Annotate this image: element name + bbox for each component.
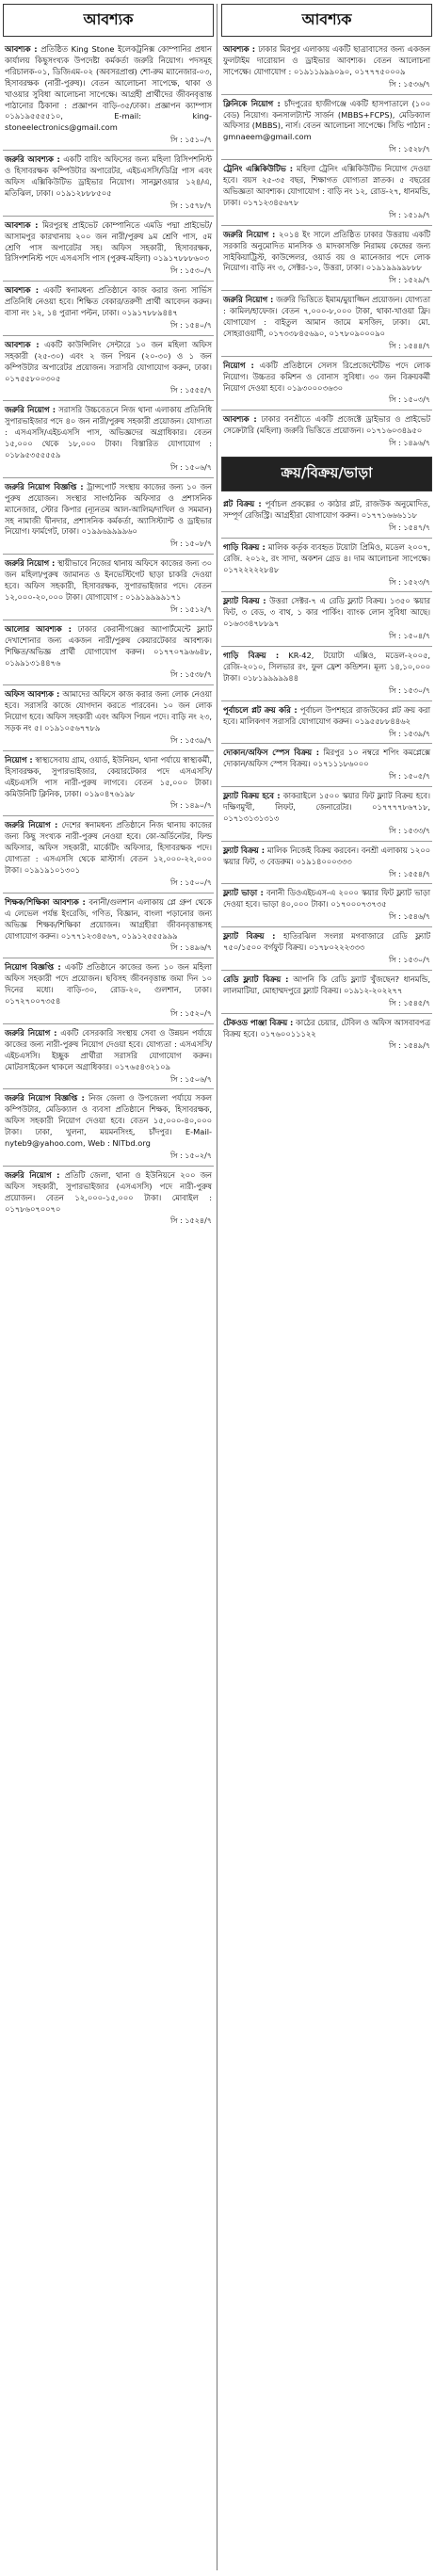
ad-reference: সি : ১৫০০/৭ <box>169 877 212 887</box>
ad-body: স্বাস্থ্যসেবায় গ্রাম, ওয়ার্ড, ইউনিয়ন, থানা পর্যায়ে স্বাস্থ্যকর্মী, হিসাবরক্ষক, সুপারভাইজার, কেয়ারটেকার পদে এসএসসি/এইচএসসি পাস নারী-পুরুষ লাগবে। বেতন ১৫,০০০ টাকা। কমিউনিটি ক্লিনিক, ঢাকা। ০১৯০৪৭৬১৯৮ <box>5 754 212 798</box>
ad-body: বনানী ডিওএইচএস-এ ২০০০ স্কয়ার ফিট ফ্ল্যাট ভাড়া দেওয়া হবে। ভাড়া ৪০,০০০ টাকা। ০১৭০০০৭৩৭৩৫ <box>223 888 431 910</box>
ad-heading: ফ্ল্যাট বিক্রয় : <box>223 845 266 855</box>
ad-heading: ফ্ল্যাট বিক্রয় হবে : <box>223 791 281 801</box>
ad-heading: ট্রেনিং এক্সিকিউটিভ : <box>223 164 294 174</box>
ad-reference: সি : ১৫৪৬/৭ <box>388 912 430 922</box>
ad-heading: পূর্বাচলে প্লট ক্রয় করি : <box>223 704 298 715</box>
ad-body: একটি স্বনামধন্য প্রতিষ্ঠানে কাজ করার জন্য সার্ভিস প্রতিনিধি নেওয়া হবে। শিক্ষিত বেকার/তরুণী প্রার্থী আবেদন করুন। বাসা নং ১২, ১৪ পুরানা পল্টন, ঢাকা। ০১৯১৭৮৮৯৪৪৭ <box>5 285 213 318</box>
ad-heading: অফিস আবশ্যক : <box>5 689 60 700</box>
classified-ad <box>3 750 214 816</box>
classified-ad <box>221 926 432 970</box>
ad-body: ঢাকার বনশ্রীতে একটি প্রজেক্টে ড্রাইভার ও প্রাইভেট সেক্রেটারি (মহিলা) জরুরি ভিত্তিতে প্রয়োজন। ০১৭১৬০৩৪৯৫০ <box>223 414 431 436</box>
ad-body: একটি কাউন্সিলিং সেন্টারে ১০ জন মহিলা অফিস সহকারী (২৫-৩০) এবং ২ জন পিয়ন (২০-৩০) ও ১ জন কম্পিউটার অপারেটর প্রয়োজন। সরাসরি যোগাযোগ করুন, ঢাকা। ০১৭৫৫৮০০৩০৫ <box>5 339 213 383</box>
left-column <box>3 4 214 2570</box>
classified-ad <box>3 477 214 554</box>
section-header-wanted-right: আবশ্যক <box>221 4 432 37</box>
ad-heading: ফ্ল্যাট বিক্রয় : <box>223 931 276 942</box>
ad-reference: সি : ১৫০৫/৭ <box>388 772 430 781</box>
ad-reference: সি : ১৫০৪/৭ <box>388 632 430 641</box>
classified-ad <box>3 893 214 958</box>
classified-ad <box>221 495 432 538</box>
ad-body: সরাসরি উচ্চবেতনে নিজ থানা এলাকায় প্রতিনিধি সুপারভাইজার পদে ৪০ জন নারী/পুরুষ সহকারী প্রয়োজন। যোগ্যতা : এসএসসি/এইচএসসি পাস, অভিজ্ঞদের অগ্রাধিকার। বেতন ১৫,০০০ থেকে ১৮,০০০ টাকা। বিস্তারিত যোগাযোগ : ০১৮৯৫৩৫৫৫৫৯ <box>5 405 213 459</box>
ad-body: আপনি কি রেডি ফ্ল্যাট খুঁজছেন? ধানমন্ডি, লালমাটিয়া, মোহাম্মদপুরে ফ্ল্যাট বিক্রয়। ০১৯১২-২০২২৭৭ <box>223 974 431 995</box>
ad-body: ঢাকার মিরপুর এলাকায় একটি ছাত্রাবাসের জন্য একজন ফুলটাইম দারোয়ান ও ড্রাইভার আবশ্যক। বেতন আলোচনা সাপেক্ষে। যোগাযোগ : ০১৯১১৯৯৯০৯০, ০১৭৭৭৫০০০৯ <box>223 44 431 76</box>
ad-body: পূর্বাচল উপশহরে রাজউকের প্লট ক্রয় করা হবে। মালিকগণ সরাসরি যোগাযোগ করুন। ০১৯৫৫৮৮৪৪৬২ <box>223 704 430 726</box>
ad-reference: সি : ১৫৪৫/৭ <box>388 998 430 1007</box>
ad-body: আমাদের অফিসে কাজ করার জন্য লোক নেওয়া হবে। সরাসরি কাজে যোগদান করতে পারবেন। ১০ জন লোক নিয়োগ হবে। অফিস সহকারী এবং অফিস পিয়ন পদে। বাড়ি নং ২৩, সড়ক নং ৫। ০১৯১০৫৬৭৭৮৯ <box>5 689 212 733</box>
classified-ad <box>221 40 432 94</box>
classified-ad <box>221 159 432 225</box>
ad-heading: নিয়োগ : <box>223 360 254 370</box>
ad-heading: জরুরি নিয়োগ : <box>223 295 274 305</box>
ad-reference: সি : ১৫১০/৭ <box>169 136 212 145</box>
classified-ad <box>221 225 432 291</box>
ad-body: কাঠের চেয়ার, টেবিল ও অফিস আসবাবপত্র বিক্রয় হবে। ০১৭৬০০১১১২২ <box>223 1017 430 1038</box>
ad-reference: সি : ১৫৩০/৭ <box>169 266 212 276</box>
ad-reference: সি : ১৫২৩/৭ <box>388 577 430 587</box>
classified-ad <box>3 1023 214 1089</box>
ad-body: জরুরি ভিত্তিতে ইমাম/মুয়াজ্জিন প্রয়োজন। যোগ্যতা : কামিল/হাফেজ। বেতন ৭,০০০-৮,০০০ টাকা, থাকা-খাওয়া ফ্রি। যোগাযোগ : বাইতুল আমান জামে মসজিদ, ঢাকা। মো. সোহরাওয়ার্দী, ০১৭৩৩৮৪৫৬৯০, ০১৭৮০৯০০০৯০ <box>223 295 431 338</box>
ad-heading: জরুরি নিয়োগ : <box>5 405 56 415</box>
ad-heading: ফ্ল্যাট ভাড়া : <box>223 888 264 898</box>
ad-reference: সি : ১৫০৬/৭ <box>169 462 212 472</box>
ad-reference: সি : ১৫০২/৭ <box>169 1151 212 1160</box>
ad-heading: আবশ্যক : <box>5 219 39 230</box>
ad-heading: প্লট বিক্রয় : <box>223 499 262 509</box>
ad-heading: আবশ্যক : <box>5 44 38 54</box>
classified-ad <box>221 646 432 700</box>
classified-ad <box>3 40 214 150</box>
classified-ad <box>221 1013 432 1056</box>
ad-heading: ক্লিনিকে নিয়োগ : <box>223 98 281 108</box>
ad-heading: জরুরি নিয়োগ : <box>5 558 56 569</box>
ad-reference: সি : ১৫৩৮/৭ <box>169 670 212 680</box>
ad-body: মহিলা ট্রেনিং এক্সিকিউটিভ নিয়োগ দেওয়া হবে। বয়স ২৫-৩৫ বছর, শিক্ষাগত যোগ্যতা স্নাতক। ৫ বছরের অভিজ্ঞতা আবশ্যক। যোগাযোগ : বাড়ি নং ১২, রোড-২৭, ধানমন্ডি, ঢাকা। ০১৭১২৩৪৫৬৭৮ <box>223 164 431 207</box>
ad-body: একটি বায়িং অফিসের জন্য মহিলা রিসিপশনিস্ট ও হিসাবরক্ষক কম্পিউটার অপারেটর, এইচএসসি/ডিগ্রি পাস এবং অফিস এক্সিকিউটিভ ড্রাইভার নিয়োগ। সানফ্লাওয়ার ১২৪/এ, মতিঝিল, ঢাকা। ০১৯১২৮৮৮৫০৫ <box>5 154 213 198</box>
classified-ad <box>3 620 214 685</box>
classified-ad <box>3 1166 214 1232</box>
ad-heading: নিয়োগ : <box>5 754 33 765</box>
ad-reference: সি : ১৪৯৬/৭ <box>169 943 212 953</box>
ad-body: ঢাকার কেরানীগঞ্জের অ্যাপার্টমেন্টে ফ্ল্যাট দেখাশোনার জন্য একজন নারী/পুরুষ কেয়ারটেকার আবশ্যক। শিক্ষিত/অভিজ্ঞ প্রার্থী যোগাযোগ করুন। ০১৭৭০৭৯৬৬৪৮, ০১৯৯১৩১৪৪৭৬ <box>5 623 212 668</box>
ad-body: স্থায়ীভাবে নিজের থানায় অফিসে কাজের জন্য ৩০ জন মহিলা/পুরুষ জামানত ও ইনভেস্টিগেট ছাড়া চাকরি দেওয়া হবে। অফিস সহকারী, হিসাবরক্ষক, সুপারভাইজার পদে। বেতন ১২,০০০-২০,০০০ টাকা। যোগাযোগ : ০১৯১৯৯৯৯১৭১ <box>5 558 213 602</box>
classified-ad <box>221 538 432 592</box>
ad-heading: আবশ্যক : <box>223 414 257 425</box>
ad-reference: সি : ১৫৩৯/৭ <box>388 729 430 738</box>
ad-body: মিরপুরস্থ প্রাইভেট কোম্পানিতে এমডি পদ্মা প্রাইভেট/আসামপুর কারখানায় ২০০ জন নারী/পুরুষ ৯ম শ্রেণি পাস, ৫ম শ্রেণি পাস অপারেটর সহ। অফিস সহকারী, হিসাবরক্ষক, রিসিপশনিস্ট পদে এসএসসি পাস (পুরুষ-মহিলা) ০১৯১৭৮৮৮৬০৩ <box>5 219 212 264</box>
classified-ad <box>221 290 432 356</box>
ad-body: পূর্বাচল প্রকল্পের ৩ কাঠার প্লট, রাজউক অনুমোদিত, সম্পূর্ণ রেজিস্ট্রি। আগ্রহীরা যোগাযোগ করুন। ০১৭৭১৬৬৬১১৮ <box>223 499 430 520</box>
ad-reference: সি : ১৫৫৫/৭ <box>169 386 212 395</box>
ad-heading: রেডি ফ্ল্যাট বিক্রয় : <box>223 974 289 984</box>
classified-ad <box>221 700 432 744</box>
ad-body: ২০১৪ ইং সালে প্রতিষ্ঠিত ঢাকার উত্তরায় একটি সরকারি অনুমোদিত মানসিক ও মাদকাসক্তি নিরাময় কেন্দ্রের জন্য সাইকিয়াট্রিস্ট, কাউন্সেলর, ওয়ার্ড বয় ও ম্যানেজার পদে লোক নিয়োগ। বাড়ি নং ৩, সেক্টর-১০, উত্তরা, ঢাকা। ০১৯১৯৯৯৯৮৮৮ <box>223 229 431 273</box>
ad-reference: সি : ১৫৩৩/৭ <box>388 826 430 835</box>
ad-body: KR-42, টয়োটা এক্সিও, মডেল-২০০৫, রেজি-২০১০, সিলভার রং, ফুল ফ্রেশ কন্ডিশন। মূল্য ১৪,১০,০০০ টাকা। ০১৮১৯৯৯৯৯৪৪ <box>223 651 430 683</box>
classified-ad <box>221 743 432 786</box>
ad-body: একটি বেসরকারি সংস্থায় সেবা ও উন্নয়ন পর্যায়ে কাজের জন্য নারী-পুরুষ নিয়োগ দেওয়া হবে। যোগ্যতা : এসএসসি/এইচএসসি। ইচ্ছুক প্রার্থীরা সরাসরি যোগাযোগ করুন। মোটরসাইকেল থাকলে অগ্রাধিকার। ০১৭৬৫৪৩২১০৯ <box>5 1027 213 1071</box>
ad-reference: সি : ১৫০৬/৭ <box>169 1074 212 1084</box>
classified-ad <box>3 684 214 750</box>
classified-ad <box>3 216 214 282</box>
ad-heading: নিয়োগ বিজ্ঞপ্তি : <box>5 962 61 973</box>
ad-heading: জরুরি নিয়োগ : <box>5 1027 57 1038</box>
classified-ad <box>3 150 214 216</box>
ad-body: মিরপুর ১০ নম্বরে শপিং কমপ্লেক্সে দোকান/অফিস স্পেস বিক্রয়। ০১৭১১১৮৬০০০ <box>223 748 430 769</box>
ad-body: প্রতিষ্ঠিত King Stone ইলেকট্রনিক্স কোম্পানির প্রধান কার্যালয় কিছুসংখ্যক উপদেষ্টা কর্মকর্তা জরুরি নিয়োগ। পদসমূহ পরিচালক-০১, ডিজিএম-০২ (অবসরপ্রাপ্ত) শো-রুম ম্যানেজার-০৩, হিসাবরক্ষক (নারী-পুরুষ)। বেতন আলোচনা সাপেক্ষে, থাকা ও খাওয়ার সুবিধা আলোচনা সাপেক্ষে। আগ্রহী প্রার্থীদের জীবনবৃত্তান্ত পাঠানোর ঠিকানা : প্রজ্ঞাপন বাড়ি-৩৫/ঢাকা। প্রজ্ঞাপন ক্যাম্পাস ০১৯১৯৫৫৫৫১০, E-mail: king-stoneelectronics@gmail.com <box>5 44 212 133</box>
ad-reference: সি : ১৫৩৯/৭ <box>169 735 212 745</box>
classified-ad <box>3 958 214 1023</box>
classified-ad <box>221 591 432 646</box>
ad-heading: টেকওড পাঞ্জা বিক্রয় : <box>223 1017 294 1027</box>
classified-ad <box>3 815 214 892</box>
ad-reference: সি : ১৪৯৬/৭ <box>388 439 430 448</box>
classified-ad <box>221 970 432 1013</box>
ad-body: বনানী/গুলশান এলাকায় প্লে গ্রুপ থেকে এ লেভেল পর্যন্ত ইংরেজি, গণিত, বিজ্ঞান, বাংলা পড়ানোর জন্য অভিজ্ঞ শিক্ষক/শিক্ষিকা প্রয়োজন। আগ্রহীরা জীবনবৃত্তান্তসহ যোগাযোগ করুন। ০১৭৭১২৩৪৫৬৭, ০১৯১২৫৫৫৯৯৯ <box>5 896 212 941</box>
ad-heading: জরুরি নিয়োগ : <box>5 820 58 830</box>
ad-reference: সি : ১৫১৯/৭ <box>388 210 430 219</box>
ad-reference: সি : ১৫৩০/৭ <box>388 685 430 695</box>
ad-body: হাতিরঝিল সংলগ্ন মগবাজারে রেডি ফ্ল্যাট ৭৫০/১৫০০ বর্গফুট বিক্রয়। ০১৭৮০২২২৩৩৩ <box>223 931 430 953</box>
classified-ad <box>3 335 214 401</box>
ad-body: ট্রান্সপোর্ট সংস্থায় কাজের জন্য ১০ জন পুরুষ প্রয়োজন। সংস্থার সাংগঠনিক অফিসার ও প্রশাসনিক ম্যানেজার, স্টোর কিপার (ন্যূনতম আল-আলিম/দাখিল ও সমমান) সহ নামাজী দ্বীনদার, প্রশাসনিক কর্মকর্তা, অ্যাসিস্ট্যান্ট ও ড্রাইভার নিয়োগ। ফার্মগেট, ঢাকা। ০১৯৯৬৯৯৯৯৬০ <box>5 481 212 537</box>
ad-heading: আবশ্যক : <box>223 44 256 54</box>
ad-reference: সি : ১৫৪৭/৭ <box>388 523 430 532</box>
ad-reference: সি : ১৫৩৬/৭ <box>388 79 430 89</box>
ad-reference: সি : ১৫৪৪/৭ <box>388 341 430 350</box>
ad-reference: সি : ১৫১২/৭ <box>169 604 212 614</box>
ad-body: একটি প্রতিষ্ঠানে সেলস রিপ্রেজেন্টেটিভ পদে লোক নিয়োগ। উচ্চতর কমিশন ও বোনাস সুবিধা। ৩০ জন বিক্রয়কর্মী নিয়োগ দেওয়া হবে। ০১৯৩০০০৩৬৩০ <box>223 360 430 393</box>
ad-heading: আবশ্যক : <box>5 339 40 349</box>
classified-ad <box>221 410 432 453</box>
ad-heading: গাড়ি বিক্রয় : <box>223 541 266 552</box>
ad-reference: সি : ১৫২৯/৭ <box>388 276 430 285</box>
ad-reference: সি : ১৫৪৯/৭ <box>388 1041 430 1051</box>
ad-reference: সি : ১৫০৩/৭ <box>388 395 430 405</box>
ad-heading: গাড়ি বিক্রয় : <box>223 651 280 661</box>
buy-sell-ads-list <box>221 495 432 1055</box>
ad-body: নিজ জেলা ও উপজেলা পর্যায়ে সকল কম্পিউটার, মেডিক্যাল ও ব্যবসা প্রতিষ্ঠানে শিক্ষক, হিসাবরক্ষক, অফিস সহকারী নিয়োগ দেওয়া হবে। বেতন ১৫,০০০-৪০,০০০ টাকা। ঢাকা, খুলনা, ময়মনসিংহ, চাঁদপুর। E-Mail-nyteb9@yahoo.com, Web : NITbd.org <box>5 1093 212 1149</box>
ad-heading: জরুরি নিয়োগ : <box>223 229 276 239</box>
ad-heading: আবশ্যক : <box>5 285 40 296</box>
ad-reference: সি : ১৫৫৪/৭ <box>388 869 430 878</box>
ad-reference: সি : ১৫৭৮/৭ <box>169 201 212 210</box>
classified-ad <box>221 786 432 841</box>
ad-heading: শিক্ষক/শিক্ষিকা আবশ্যক : <box>5 896 86 907</box>
ad-reference: সি : ১৫২০/৭ <box>169 1008 212 1018</box>
ad-body: একটি প্রতিষ্ঠানে কাজের জন্য ১০ জন মহিলা অফিস সহকারী পদে প্রয়োজন। ছবিসহ জীবনবৃত্তান্ত জমা দিন ১০ দিনের মধ্যে। বাড়ি-৩০, রোড-২০, গুলশান, ঢাকা। ০১৭২৭০০৭৩৫৪ <box>5 962 212 1006</box>
ad-reference: সি : ১৪৯০/৭ <box>169 801 212 811</box>
ad-body: প্রতিটি জেলা, থানা ও ইউনিয়নে ২০০ জন অফিস সহকারী, সুপারভাইজার (এসএসসি) পদে নারী-পুরুষ প্রয়োজন। বেতন ১২,০০০-১৫,০০০ টাকা। মোবাইল : ০১৭৮৬০৭০০৭০ <box>5 1169 213 1214</box>
section-header-buy-sell-rent: ক্রয়/বিক্রয়/ভাড়া <box>221 457 432 491</box>
right-ads-list <box>221 40 432 453</box>
ad-body: মালিক নিজেই বিক্রয় করবেন। বনশ্রী এলাকায় ১২০০ স্কয়ার ফিট, ৩ বেডরুম। ০১৯১৪০০০৩৩৩ <box>223 845 431 866</box>
ad-heading: জরুরি নিয়োগ বিজ্ঞপ্তি : <box>5 481 84 491</box>
ad-heading: জরুরি নিয়োগ : <box>5 1169 60 1180</box>
ad-reference: সি : ১৫৪০/৭ <box>169 320 212 330</box>
ad-reference: সি : ১৫০৮/৭ <box>169 539 212 549</box>
classified-ad <box>3 281 214 335</box>
ad-heading: জরুরি আবশ্যক : <box>5 154 60 165</box>
ad-reference: সি : ১৫২৪/৭ <box>169 1216 212 1226</box>
ad-body: দেশের স্বনামধন্য প্রতিষ্ঠানে নিজ থানায় কাজের জন্য কিছু সংখ্যক নারী-পুরুষ নেওয়া হবে। কো-অর্ডিনেটর, ফিল্ড অফিসার, অফিস সহকারী, মার্কেটিং অফিসার, হিসাবরক্ষক পদে। যোগ্যতা : এসএসসি থেকে মাস্টার্স। বেতন ১২,০০০-২২,০০০ টাকা। ০১৯১৯১০১৩০১ <box>5 820 212 875</box>
classified-ad <box>3 554 214 620</box>
classified-ad <box>3 400 214 476</box>
column-divider <box>217 4 218 2570</box>
ad-reference: সি : ১৫২৮/৭ <box>388 145 430 154</box>
ad-heading: দোকান/অফিস স্পেস বিক্রয় : <box>223 748 320 758</box>
classified-ad <box>3 1088 214 1165</box>
classified-ad <box>221 841 432 884</box>
ad-heading: ফ্ল্যাট বিক্রয় : <box>223 596 266 606</box>
section-header-wanted-left: আবশ্যক <box>3 4 214 37</box>
classified-ad <box>221 883 432 926</box>
classified-ad <box>221 94 432 160</box>
ad-body: মালিক কর্তৃক ব্যবহৃত টয়োটা প্রিমিও, মডেল ২০০৭, রেজি. ২০১২, রং সাদা, অকশন গ্রেড ৪। দাম আলোচনা সাপেক্ষে। ০১৭২২২২২৮৪৮ <box>223 541 430 574</box>
ad-heading: জরুরি নিয়োগ বিজ্ঞপ্তি : <box>5 1093 85 1103</box>
ad-body: চাঁদপুরের হাজীগঞ্জে একটি হাসপাতালে (১০০ বেড) নিয়োগ। কনসালট্যান্ট সার্জন (MBBS+FCPS), মেডিক্যাল অফিসার (MBBS), নার্স। বেতন আলোচনা সাপেক্ষে। সিভি পাঠান : gmnaeem@gmail.com <box>223 98 430 142</box>
ad-body: কাকরাইলে ১৫০০ স্কয়ার ফিট ফ্ল্যাট বিক্রয় হবে। দক্ষিণমুখী, লিফট, জেনারেটর। ০১৭৭৭৭৮৬৭১৮, ০১৭১৩১৩১৩১৩ <box>223 791 430 823</box>
ad-reference: সি : ১৫৩০/৭ <box>388 956 430 964</box>
ad-body: উত্তরা সেক্টর-৭ এ রেডি ফ্ল্যাট বিক্রয়। ১৩৫০ স্কয়ার ফিট, ৩ বেড, ৩ বাথ, ১ কার পার্কিং। ব্যাংক লোন সুবিধা আছে। ০১৬৩৩৪৭৮৮৯৭ <box>223 596 430 629</box>
right-column <box>221 4 432 2570</box>
ad-heading: আলোর আবশ্যক : <box>5 623 72 634</box>
left-ads-list <box>3 40 214 1231</box>
classified-ad <box>221 356 432 411</box>
